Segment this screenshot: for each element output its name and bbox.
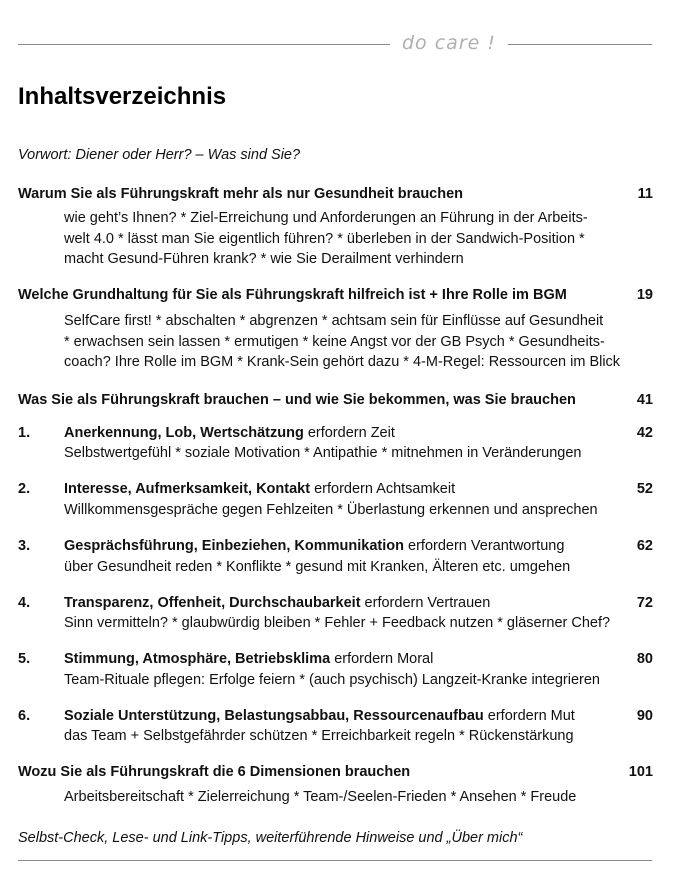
chapter-number: 6. bbox=[18, 708, 31, 724]
chapter-title: Interesse, Aufmerksamkeit, Kontakt bbox=[64, 481, 311, 497]
toc-chapter-4 bbox=[64, 595, 653, 611]
toc-section-3 bbox=[18, 392, 653, 408]
chapter-requirement: erfordern Moral bbox=[330, 651, 434, 667]
chapter-requirement: erfordern Vertrauen bbox=[360, 595, 491, 611]
page-number: 11 bbox=[637, 186, 653, 202]
chapter-requirement: erfordern Mut bbox=[483, 708, 575, 724]
appendix-entry: Selbst-Check, Lese- und Link-Tipps, weiterführende Hinweise und „Über mich“ bbox=[18, 830, 523, 846]
page-number: 62 bbox=[636, 538, 653, 554]
toc-section-2 bbox=[18, 287, 653, 303]
preface-entry: Vorwort: Diener oder Herr? – Was sind Sie? bbox=[18, 147, 301, 163]
toc-section-1 bbox=[18, 186, 653, 202]
chapter-description: das Team + Selbstgefährder schützen * Erreichbarkeit regeln * Rückenstärkung bbox=[64, 728, 574, 744]
page-number: 101 bbox=[628, 764, 653, 780]
chapter-title: Transparenz, Offenheit, Durchschaubarkeit bbox=[64, 595, 361, 611]
header-rule-right bbox=[508, 44, 652, 45]
chapter-title: Gesprächsführung, Einbeziehen, Kommunikation bbox=[64, 538, 404, 554]
toc-section-4 bbox=[18, 764, 653, 780]
page-header bbox=[18, 34, 652, 54]
section-1-description bbox=[64, 208, 654, 270]
toc-chapter-5 bbox=[64, 651, 653, 667]
toc-chapter-6 bbox=[64, 708, 653, 724]
chapter-number: 4. bbox=[18, 595, 31, 611]
page-number: 90 bbox=[636, 708, 653, 724]
chapter-description: über Gesundheit reden * Konflikte * gesund mit Kranken, Älteren etc. umgehen bbox=[64, 559, 571, 575]
chapter-title: Soziale Unterstützung, Belastungsabbau, Ressourcenaufbau bbox=[64, 708, 484, 724]
description-line: SelfCare first! * abschalten * abgrenzen * achtsam sein für Einflüsse auf Gesundheit bbox=[64, 313, 604, 329]
chapter-title: Stimmung, Atmosphäre, Betriebsklima bbox=[64, 651, 331, 667]
section-4-description: Arbeitsbereitschaft * Zielerreichung * Team-/Seelen-Frieden * Ansehen * Freude bbox=[64, 789, 577, 805]
toc-chapter-3 bbox=[64, 538, 653, 554]
page-title: Inhaltsverzeichnis bbox=[18, 83, 227, 110]
toc-chapter-1 bbox=[64, 425, 653, 441]
footer-rule bbox=[18, 860, 652, 861]
page-number: 41 bbox=[636, 392, 653, 408]
description-line: * erwachsen sein lassen * ermutigen * keine Angst vor der GB Psych * Gesundheits- bbox=[64, 333, 605, 350]
section-heading: Warum Sie als Führungskraft mehr als nur Gesundheit brauchen bbox=[18, 186, 464, 202]
description-line: macht Gesund-Führen krank? * wie Sie Derailment verhindern bbox=[64, 251, 464, 267]
section-heading: Was Sie als Führungskraft brauchen – und wie Sie bekommen, was Sie brauchen bbox=[18, 392, 576, 408]
chapter-number: 5. bbox=[18, 651, 31, 667]
page-number: 42 bbox=[636, 425, 653, 441]
chapter-description: Team-Rituale pflegen: Erfolge feiern * (auch psychisch) Langzeit-Kranke integrieren bbox=[64, 672, 600, 688]
chapter-requirement: erfordern Verantwortung bbox=[404, 538, 565, 554]
header-rule-left bbox=[18, 44, 390, 45]
chapter-number: 1. bbox=[18, 425, 31, 441]
section-heading: Wozu Sie als Führungskraft die 6 Dimensionen brauchen bbox=[18, 764, 411, 780]
chapter-description: Sinn vermitteln? * glaubwürdig bleiben * Fehler + Feedback nutzen * gläserner Chef? bbox=[64, 615, 611, 631]
toc-chapter-2 bbox=[64, 481, 653, 497]
chapter-requirement: erfordern Achtsamkeit bbox=[310, 481, 456, 497]
description-line: wie geht’s Ihnen? * Ziel-Erreichung und Anforderungen an Führung in der Arbeits- bbox=[64, 210, 588, 226]
chapter-title: Anerkennung, Lob, Wertschätzung bbox=[64, 425, 304, 441]
page-number: 80 bbox=[636, 651, 653, 667]
chapter-description: Selbstwertgefühl * soziale Motivation * Antipathie * mitnehmen in Veränderungen bbox=[64, 445, 582, 461]
description-line: coach? Ihre Rolle im BGM * Krank-Sein gehört dazu * 4-M-Regel: Ressourcen im Blick bbox=[64, 354, 621, 370]
do-care-logo: do care ! bbox=[402, 32, 496, 54]
chapter-number: 2. bbox=[18, 481, 31, 497]
chapter-description: Willkommensgespräche gegen Fehlzeiten * Überlastung erkennen und ansprechen bbox=[64, 502, 598, 518]
description-line: welt 4.0 * lässt man Sie eigentlich führen? * überleben in der Sandwich-Position * bbox=[64, 230, 585, 247]
chapter-number: 3. bbox=[18, 538, 31, 554]
chapter-requirement: erfordern Zeit bbox=[303, 425, 395, 441]
section-2-description bbox=[64, 311, 654, 373]
page-number: 52 bbox=[636, 481, 653, 497]
page-number: 72 bbox=[636, 595, 653, 611]
section-heading: Welche Grundhaltung für Sie als Führungskraft hilfreich ist + Ihre Rolle im BGM bbox=[18, 287, 567, 303]
page-number: 19 bbox=[636, 287, 653, 303]
